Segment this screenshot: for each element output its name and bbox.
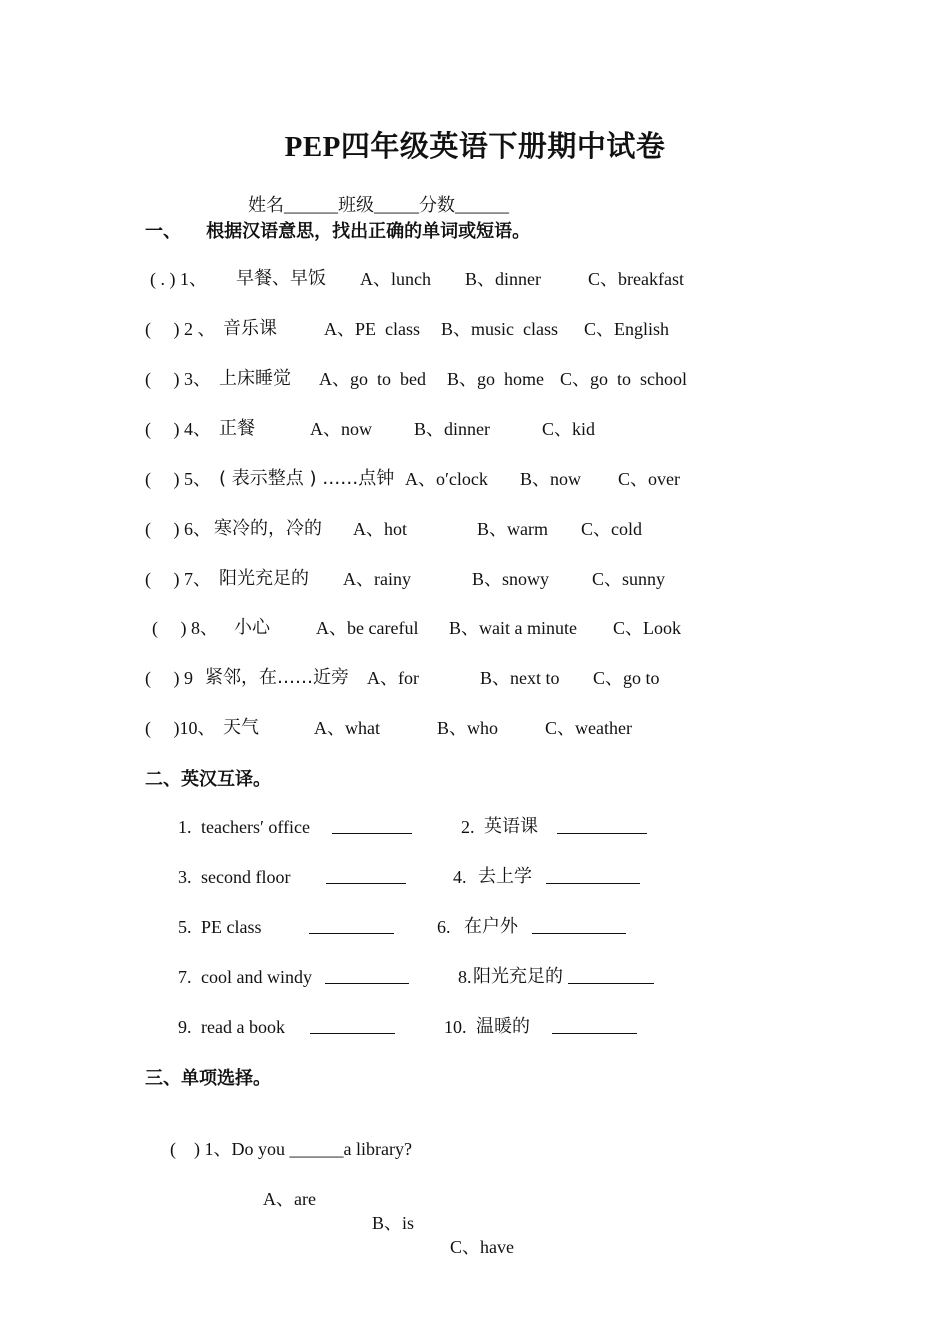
item-number: 5. — [178, 917, 192, 937]
option-b[interactable]: B、is — [372, 1213, 415, 1233]
answer-bracket[interactable]: ( ) 6、 — [145, 519, 211, 539]
option-a[interactable]: A、go to bed — [319, 369, 426, 389]
option-a[interactable]: A、now — [310, 419, 372, 439]
option-c[interactable]: C、have — [450, 1237, 514, 1257]
question-row — [0, 317, 950, 341]
item-number: 1. — [178, 817, 192, 837]
answer-bracket[interactable]: ( ) 2 、 — [145, 319, 216, 339]
question-row — [0, 616, 950, 640]
page-title: PEP四年级英语下册期中试卷 — [284, 131, 666, 163]
item-number: 2. — [461, 817, 475, 837]
option-b[interactable]: B、wait a minute — [449, 618, 577, 638]
answer-bracket[interactable]: ( . ) 1、 — [150, 269, 207, 289]
name-label: 姓名 — [248, 195, 284, 215]
chinese-phrase: 阳光充足的 — [473, 966, 563, 987]
translation-row — [0, 915, 950, 939]
chinese-prompt: 早餐、早饭 — [236, 268, 326, 289]
option-c[interactable]: C、Look — [613, 618, 682, 638]
chinese-phrase: 在户外 — [464, 916, 518, 937]
name-blank[interactable]: ______ — [284, 195, 338, 215]
option-b[interactable]: B、snowy — [472, 569, 550, 589]
option-b[interactable]: B、dinner — [465, 269, 541, 289]
score-blank[interactable]: ______ — [455, 195, 509, 215]
answer-blank[interactable] — [326, 865, 406, 890]
question-text-after: a library? — [343, 1139, 412, 1159]
item-number: 6. — [437, 917, 451, 937]
english-phrase: read a book — [201, 1017, 285, 1037]
option-c[interactable]: C、over — [618, 469, 680, 489]
option-a[interactable]: A、hot — [353, 519, 407, 539]
question-row — [0, 517, 950, 541]
question-row — [0, 567, 950, 591]
answer-bracket[interactable]: ( )10、 — [145, 718, 216, 738]
translation-row — [0, 865, 950, 889]
option-c[interactable]: C、cold — [581, 519, 642, 539]
translation-row — [0, 815, 950, 839]
answer-blank[interactable] — [532, 915, 626, 940]
option-a[interactable]: A、what — [314, 718, 380, 738]
answer-blank[interactable] — [332, 815, 412, 840]
option-b[interactable]: B、now — [520, 469, 582, 489]
chinese-prompt: ( 表示整点 ) ……点钟 — [219, 468, 395, 489]
question-row — [152, 1113, 412, 1159]
translation-row — [0, 1015, 950, 1039]
chinese-prompt: 阳光充足的 — [219, 568, 309, 589]
answer-blank[interactable] — [557, 815, 647, 840]
question-blank[interactable]: ______ — [289, 1139, 344, 1159]
answer-bracket[interactable]: ( ) 8、 — [152, 618, 218, 638]
item-number: 4. — [453, 867, 467, 887]
answer-bracket[interactable]: ( ) 1、 — [170, 1139, 232, 1159]
section1-heading: 一、 根据汉语意思，找出正确的单词或短语。 — [145, 221, 531, 242]
section2-heading: 二、英汉互译。 — [145, 769, 271, 790]
english-phrase: PE class — [201, 917, 262, 937]
class-blank[interactable]: _____ — [374, 195, 419, 215]
question-options — [0, 1163, 950, 1257]
option-a[interactable]: A、be careful — [316, 618, 419, 638]
english-phrase: second floor — [201, 867, 291, 887]
option-b[interactable]: B、warm — [477, 519, 548, 539]
chinese-phrase: 去上学 — [478, 866, 532, 887]
score-label: 分数 — [419, 195, 455, 215]
option-b[interactable]: B、next to — [480, 668, 560, 688]
chinese-prompt: 天气 — [223, 717, 259, 738]
answer-blank[interactable] — [310, 1015, 395, 1040]
option-c[interactable]: C、breakfast — [588, 269, 684, 289]
question-row — [0, 716, 950, 740]
answer-bracket[interactable]: ( ) 9 — [145, 668, 193, 688]
english-phrase: cool and windy — [201, 967, 312, 987]
class-label: 班级 — [338, 195, 374, 215]
translation-row — [0, 965, 950, 989]
item-number: 3. — [178, 867, 192, 887]
option-c[interactable]: C、go to school — [560, 369, 688, 389]
answer-bracket[interactable]: ( ) 3、 — [145, 369, 211, 389]
option-c[interactable]: C、English — [584, 319, 670, 339]
english-phrase: teachers′ office — [201, 817, 311, 837]
option-c[interactable]: C、weather — [545, 718, 632, 738]
option-a[interactable]: A、PE class — [324, 319, 420, 339]
item-number: 8. — [458, 967, 472, 987]
option-a[interactable]: A、lunch — [360, 269, 431, 289]
question-row — [0, 467, 950, 491]
chinese-prompt: 寒冷的，冷的 — [214, 518, 322, 539]
question-text-before: Do you — [231, 1139, 290, 1159]
option-b[interactable]: B、go home — [447, 369, 544, 389]
item-number: 10. — [444, 1017, 467, 1037]
chinese-prompt: 上床睡觉 — [219, 368, 291, 389]
chinese-prompt: 小心 — [234, 617, 270, 638]
question-row — [0, 666, 950, 690]
option-c[interactable]: C、kid — [542, 419, 596, 439]
chinese-prompt: 正餐 — [219, 418, 255, 439]
answer-blank[interactable] — [325, 965, 409, 990]
item-number: 9. — [178, 1017, 192, 1037]
option-a[interactable]: A、for — [367, 668, 419, 688]
item-number: 7. — [178, 967, 192, 987]
answer-bracket[interactable]: ( ) 5、 — [145, 469, 211, 489]
chinese-phrase: 英语课 — [484, 816, 538, 837]
answer-blank[interactable] — [546, 865, 640, 890]
option-a[interactable]: A、rainy — [343, 569, 411, 589]
answer-bracket[interactable]: ( ) 7、 — [145, 569, 211, 589]
option-b[interactable]: B、music class — [441, 319, 558, 339]
answer-blank[interactable] — [552, 1015, 637, 1040]
question-row — [0, 417, 950, 441]
question-row — [0, 367, 950, 391]
option-b[interactable]: B、dinner — [414, 419, 490, 439]
chinese-prompt: 紧邻，在……近旁 — [205, 667, 349, 688]
chinese-prompt: 音乐课 — [223, 318, 277, 339]
answer-blank[interactable] — [309, 915, 394, 940]
answer-bracket[interactable]: ( ) 4、 — [145, 419, 211, 439]
chinese-phrase: 温暖的 — [476, 1016, 530, 1037]
option-c[interactable]: C、sunny — [592, 569, 666, 589]
option-a[interactable]: A、are — [263, 1189, 316, 1209]
answer-blank[interactable] — [568, 965, 654, 990]
question-row — [0, 267, 950, 291]
option-c[interactable]: C、go to — [593, 668, 660, 688]
option-b[interactable]: B、who — [437, 718, 499, 738]
option-a[interactable]: A、o′clock — [405, 469, 488, 489]
section3-heading: 三、单项选择。 — [145, 1068, 271, 1089]
